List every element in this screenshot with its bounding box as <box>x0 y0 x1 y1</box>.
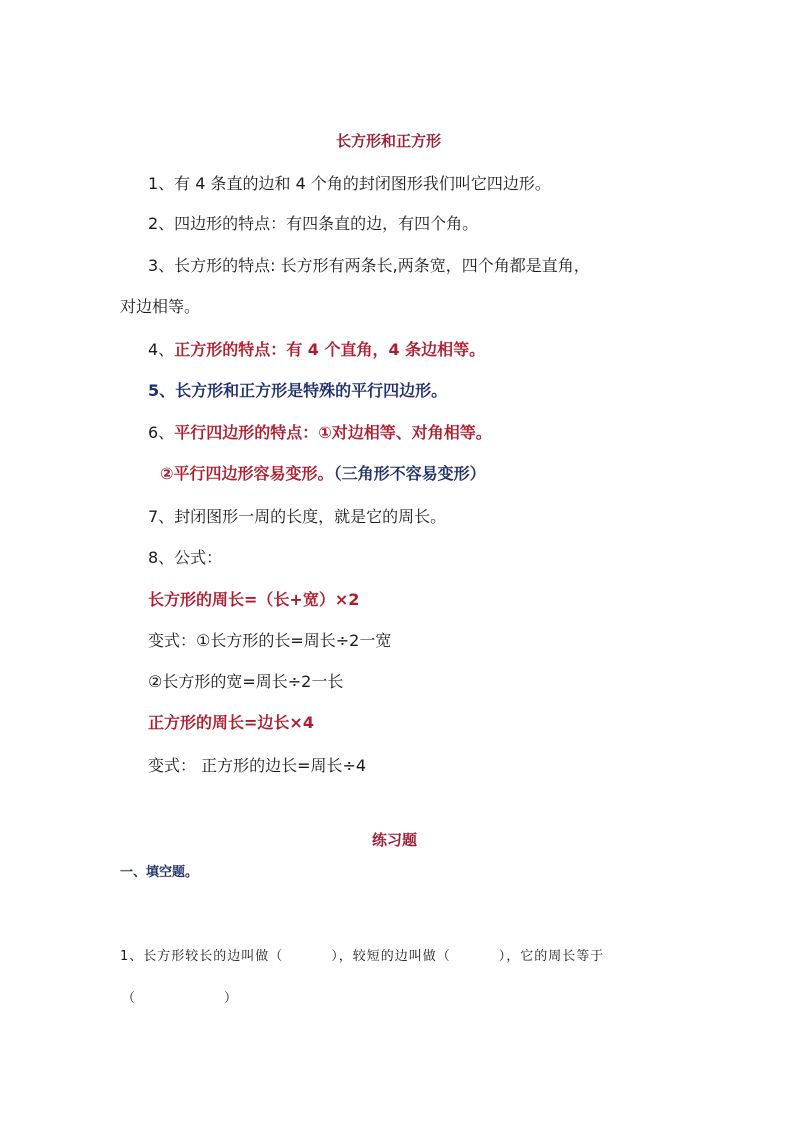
page-title: 长方形和正方形 <box>336 132 442 150</box>
formula-square-perimeter: 正方形的周长=边长×4 <box>148 713 314 732</box>
note-4 <box>148 339 485 361</box>
note-5: 5、长方形和正方形是特殊的平行四边形。 <box>148 381 448 400</box>
question-1-part-b: ），较短的边叫做（ <box>331 949 451 964</box>
question-1-part-a: 1、长方形较长的边叫做（ <box>120 949 284 964</box>
formula-rect-variant-1: 变式：①长方形的长=周长÷2一宽 <box>148 631 392 650</box>
note-4-text: 正方形的特点：有 4 个直角，4 条边相等。 <box>174 340 486 359</box>
question-1 <box>120 946 604 968</box>
note-3: 3、长方形的特点: 长方形有两条长,两条宽，四个角都是直角， <box>148 256 590 275</box>
formula-square-variant: 变式： 正方形的边长=周长÷4 <box>148 756 367 775</box>
question-1-part-c: ），它的周长等于 <box>498 949 605 964</box>
note-6-remark: （三角形不容易变形） <box>333 464 486 483</box>
note-1: 1、有 4 条直的边和 4 个角的封闭图形我们叫它四边形。 <box>148 174 551 193</box>
note-6-text: 平行四边形的特点：①对边相等、对角相等。 <box>174 423 492 442</box>
note-6-continued <box>160 463 486 485</box>
note-3-continued: 对边相等。 <box>120 297 201 316</box>
section-fill-in: 一、填空题。 <box>120 865 199 880</box>
question-1-paren-close: ） <box>224 991 239 1006</box>
note-6-point-2: ②平行四边形容易变形。 <box>160 464 334 483</box>
note-7: 7、封闭图形一周的长度，就是它的周长。 <box>148 507 447 526</box>
question-1-paren-open: （ <box>122 991 137 1006</box>
note-6-number: 6、 <box>148 423 175 442</box>
note-6 <box>148 422 492 444</box>
note-4-number: 4、 <box>148 340 175 359</box>
note-2: 2、四边形的特点：有四条直的边，有四个角。 <box>148 214 479 233</box>
note-8: 8、公式： <box>148 548 223 567</box>
question-1-line-2 <box>122 988 238 1010</box>
formula-rect-perimeter: 长方形的周长=（长+宽）×2 <box>148 590 360 609</box>
formula-rect-variant-2: ②长方形的宽=周长÷2一长 <box>148 672 344 691</box>
exercise-title: 练习题 <box>372 831 418 849</box>
